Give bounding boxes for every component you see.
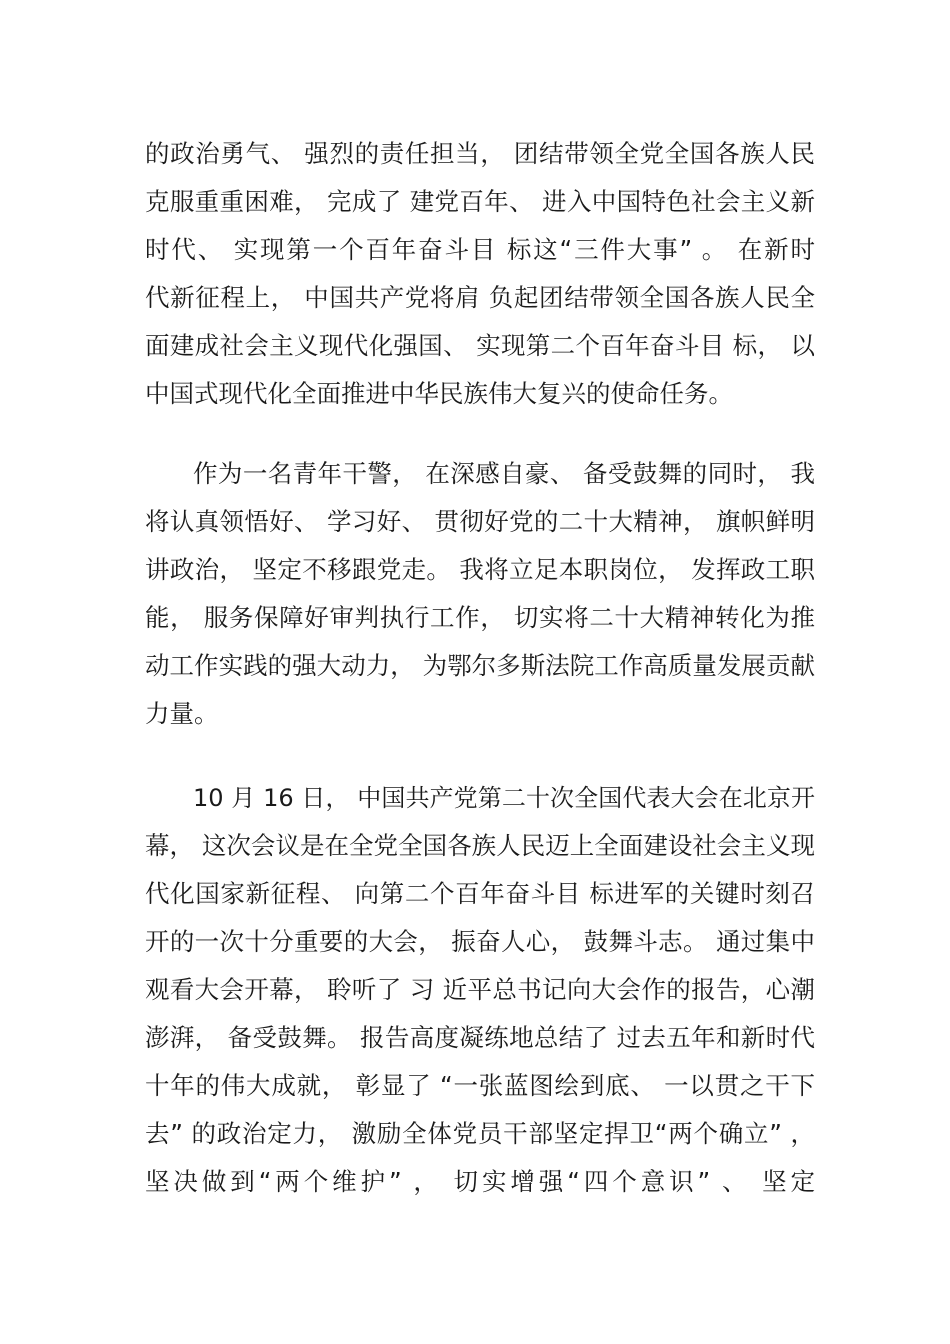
paragraph-1-line-6: 中国式现代化全面推进中华民族伟大复兴的使命任务。 [145, 379, 733, 408]
paragraph-1-line-3: 时代、 实现第一个百年奋斗目 标这“三件大事” 。 在新时 [145, 235, 815, 264]
paragraph-1-line-5: 面建成社会主义现代化强国、 实现第二个百年奋斗目 标， 以 [145, 331, 815, 360]
paragraph-3-line-5: 观看大会开幕， 聆听了 习 近平总书记向大会作的报告，心潮 [145, 975, 815, 1004]
paragraph-2-line-1: 作为一名青年干警， 在深感自豪、 备受鼓舞的同时， 我 [193, 459, 815, 488]
paragraph-3-line-9: 坚决做到“两个维护” ， 切实增强“四个意识” 、 坚定 [145, 1167, 815, 1196]
paragraph-3-line-2: 幕， 这次会议是在全党全国各族人民迈上全面建设社会主义现 [145, 831, 815, 860]
paragraph-3-line-4: 开的一次十分重要的大会， 振奋人心， 鼓舞斗志。 通过集中 [145, 927, 815, 956]
paragraph-2-line-6: 力量。 [145, 699, 219, 728]
paragraph-3-line-6: 澎湃， 备受鼓舞。 报告高度凝练地总结了 过去五年和新时代 [145, 1023, 815, 1052]
paragraph-1-line-1: 的政治勇气、 强烈的责任担当， 团结带领全党全国各族人民 [145, 139, 815, 168]
paragraph-3-line-1: 10 月 16 日， 中国共产党第二十次全国代表大会在北京开 [193, 784, 815, 812]
paragraph-1-line-4: 代新征程上， 中国共产党将肩 负起团结带领全国各族人民全 [145, 283, 815, 312]
paragraph-3-line-8: 去” 的政治定力， 激励全体党员干部坚定捍卫“两个确立” ， [145, 1119, 815, 1148]
paragraph-2-line-5: 动工作实践的强大动力， 为鄂尔多斯法院工作高质量发展贡献 [145, 651, 815, 680]
paragraph-2-line-4: 能， 服务保障好审判执行工作， 切实将二十大精神转化为推 [145, 603, 815, 632]
paragraph-3-line-3: 代化国家新征程、 向第二个百年奋斗目 标进军的关键时刻召 [145, 879, 815, 908]
paragraph-3-line-7: 十年的伟大成就， 彰显了 “一张蓝图绘到底、 一以贯之干下 [145, 1071, 815, 1100]
paragraph-2-line-2: 将认真领悟好、 学习好、 贯彻好党的二十大精神， 旗帜鲜明 [145, 507, 815, 536]
paragraph-2-line-3: 讲政治， 坚定不移跟党走。 我将立足本职岗位， 发挥政工职 [145, 555, 815, 584]
paragraph-1-line-2: 克服重重困难， 完成了 建党百年、 进入中国特色社会主义新 [145, 187, 815, 216]
